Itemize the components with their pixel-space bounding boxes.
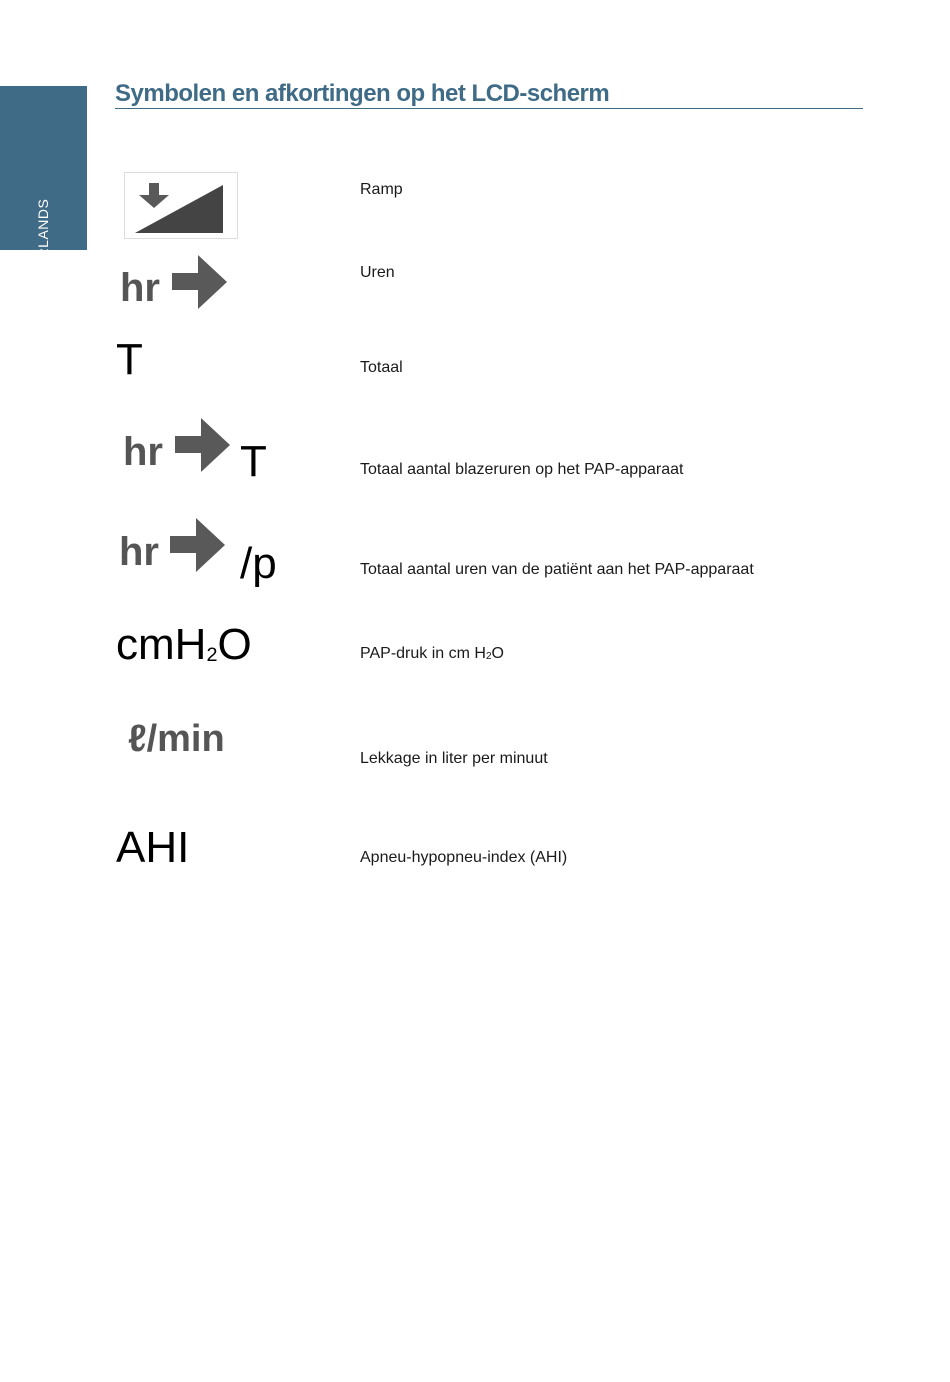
symbol-description: Lekkage in liter per minuut (360, 750, 548, 767)
language-tab-label: NEDERLANDS (35, 198, 51, 300)
pressure-unit-symbol: cmH$_2$O (116, 620, 252, 669)
ahi-symbol: AHI (116, 823, 190, 872)
symbol-description: Totaal aantal blazeruren op het PAP-apparaat (360, 461, 684, 478)
symbol-description: Ramp (360, 181, 403, 198)
symbol-description: Uren (360, 264, 395, 281)
total-suffix: T (240, 437, 267, 486)
leak-unit-symbol: ℓ/min (128, 718, 225, 760)
total-symbol: T (116, 335, 143, 384)
arrow-right-icon (170, 253, 230, 316)
symbol-description: PAP-druk in cm $H_2O$ (360, 645, 504, 662)
hr-text: hr (119, 530, 159, 574)
page-title: Symbolen en afkortingen op het LCD-scherm (115, 80, 863, 109)
language-side-tab (0, 86, 87, 300)
hr-text: hr (120, 266, 160, 310)
patient-suffix: /p (240, 539, 277, 588)
arrow-right-icon (173, 416, 233, 479)
ramp-icon (124, 172, 238, 239)
arrow-right-icon (168, 516, 228, 579)
hr-text: hr (123, 430, 163, 474)
symbol-description: Totaal aantal uren van de patiënt aan het PAP-apparaat (360, 561, 754, 578)
symbol-description: Apneu-hypopneu-index (AHI) (360, 849, 568, 866)
symbol-description: Totaal (360, 359, 403, 376)
